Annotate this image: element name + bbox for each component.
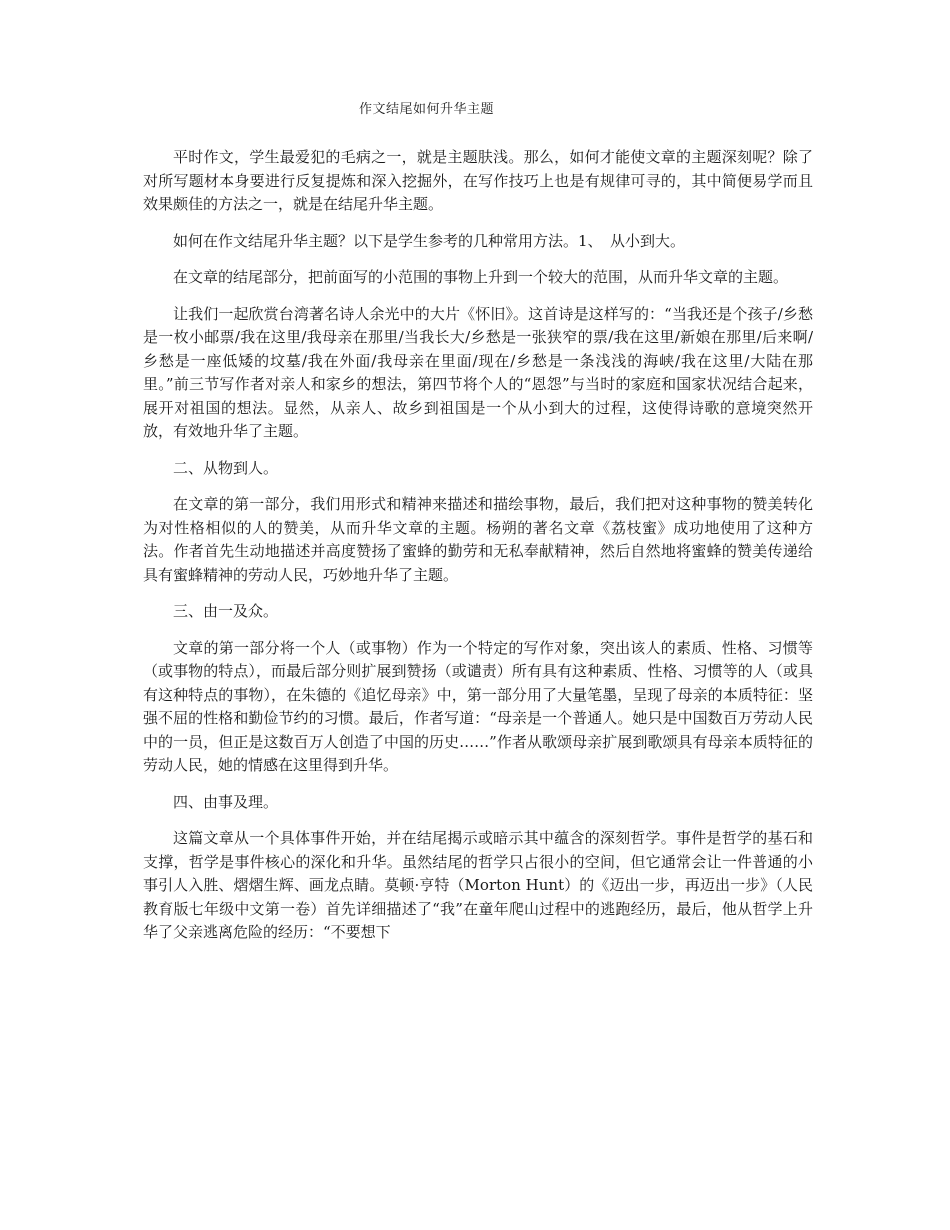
section-heading-object-to-person: 二、从物到人。	[173, 458, 279, 477]
paragraph-methods-overview: 如何在作文结尾升华主题？以下是学生参考的几种常用方法。1、 从小到大。	[173, 231, 686, 250]
paragraph-small-to-large: 在文章的结尾部分，把前面写的小范围的事物上升到一个较大的范围，从而升华文章的主题。	[173, 268, 789, 286]
paragraph-one-to-many: 文章的第一部分将一个人（或事物）作为一个特定的写作对象，突出该人的素质、性格、习惯等（或事物的特点），而最后部分则扩展到赞扬（或谴责）所有具有这种素质、性格、习惯等的人（或具有这种特点的事物），在朱德的《追忆母亲》中，第一部分用了大量笔墨，呈现了母亲的本质特征：坚强不屈的性格和勤俭节约的习惯。最后，作者写道：“母亲是一个普通人。她只是中国数百万劳动人民中的一员，但正是这数百万人创造了中国的历史……”作者从歌颂母亲扩展到歌颂具有母亲本质特征的劳动人民，她的情感在这里得到升华。	[143, 638, 813, 774]
document-body	[143, 146, 813, 958]
section-heading-one-to-many: 三、由一及众。	[173, 602, 279, 620]
document-title: 作文结尾如何升华主题	[359, 102, 495, 117]
paragraph-event-to-reason: 这篇文章从一个具体事件开始，并在结尾揭示或暗示其中蕴含的深刻哲学。事件是哲学的基石和支撑，哲学是事件核心的深化和升华。虽然结尾的哲学只占很小的空间，但它通常会让一件普通的小事引人入胜、熠熠生辉、画龙点睛。莫顿·亨特（Morton Hunt）的《迈出一步，再迈出一步》（人民教育版七年级中文第一卷）首先详细描述了“我”在童年爬山过程中的逃跑经历，最后，他从哲学上升华了父亲逃离危险的经历：“不要想下	[143, 829, 813, 941]
paragraph-object-to-person: 在文章的第一部分，我们用形式和精神来描述和描绘事物，最后，我们把对这种事物的赞美转化为对性格相似的人的赞美，从而升华文章的主题。杨朔的著名文章《荔枝蜜》成功地使用了这种方法。作者首先生动地描述并高度赞扬了蜜蜂的勤劳和无私奉献精神，然后自然地将蜜蜂的赞美传递给具有蜜蜂精神的劳动人民，巧妙地升华了主题。	[143, 495, 813, 584]
paragraph-nostalgia-example: 让我们一起欣赏台湾著名诗人余光中的大片《怀旧》。这首诗是这样写的：“当我还是个孩子/乡愁是一枚小邮票/我在这里/我母亲在那里/当我长大/乡愁是一张狭窄的票/我在这里/新娘在那里/后来啊/乡愁是一座低矮的坟墓/我在外面/我母亲在里面/现在/乡愁是一条浅浅的海峡/我在这里/大陆在那里。”前三节写作者对亲人和家乡的想法，第四节将个人的“恩怨”与当时的家庭和国家状况结合起来，展开对祖国的想法。显然，从亲人、故乡到祖国是一个从小到大的过程，这使得诗歌的意境突然开放，有效地升华了主题。	[143, 304, 813, 440]
paragraph-intro: 平时作文，学生最爱犯的毛病之一，就是主题肤浅。那么，如何才能使文章的主题深刻呢？除了对所写题材本身要进行反复提炼和深入挖掘外，在写作技巧上也是有规律可寻的，其中简便易学而且效果颇佳的方法之一，就是在结尾升华主题。	[143, 148, 813, 213]
section-heading-event-to-reason: 四、由事及理。	[173, 792, 279, 811]
